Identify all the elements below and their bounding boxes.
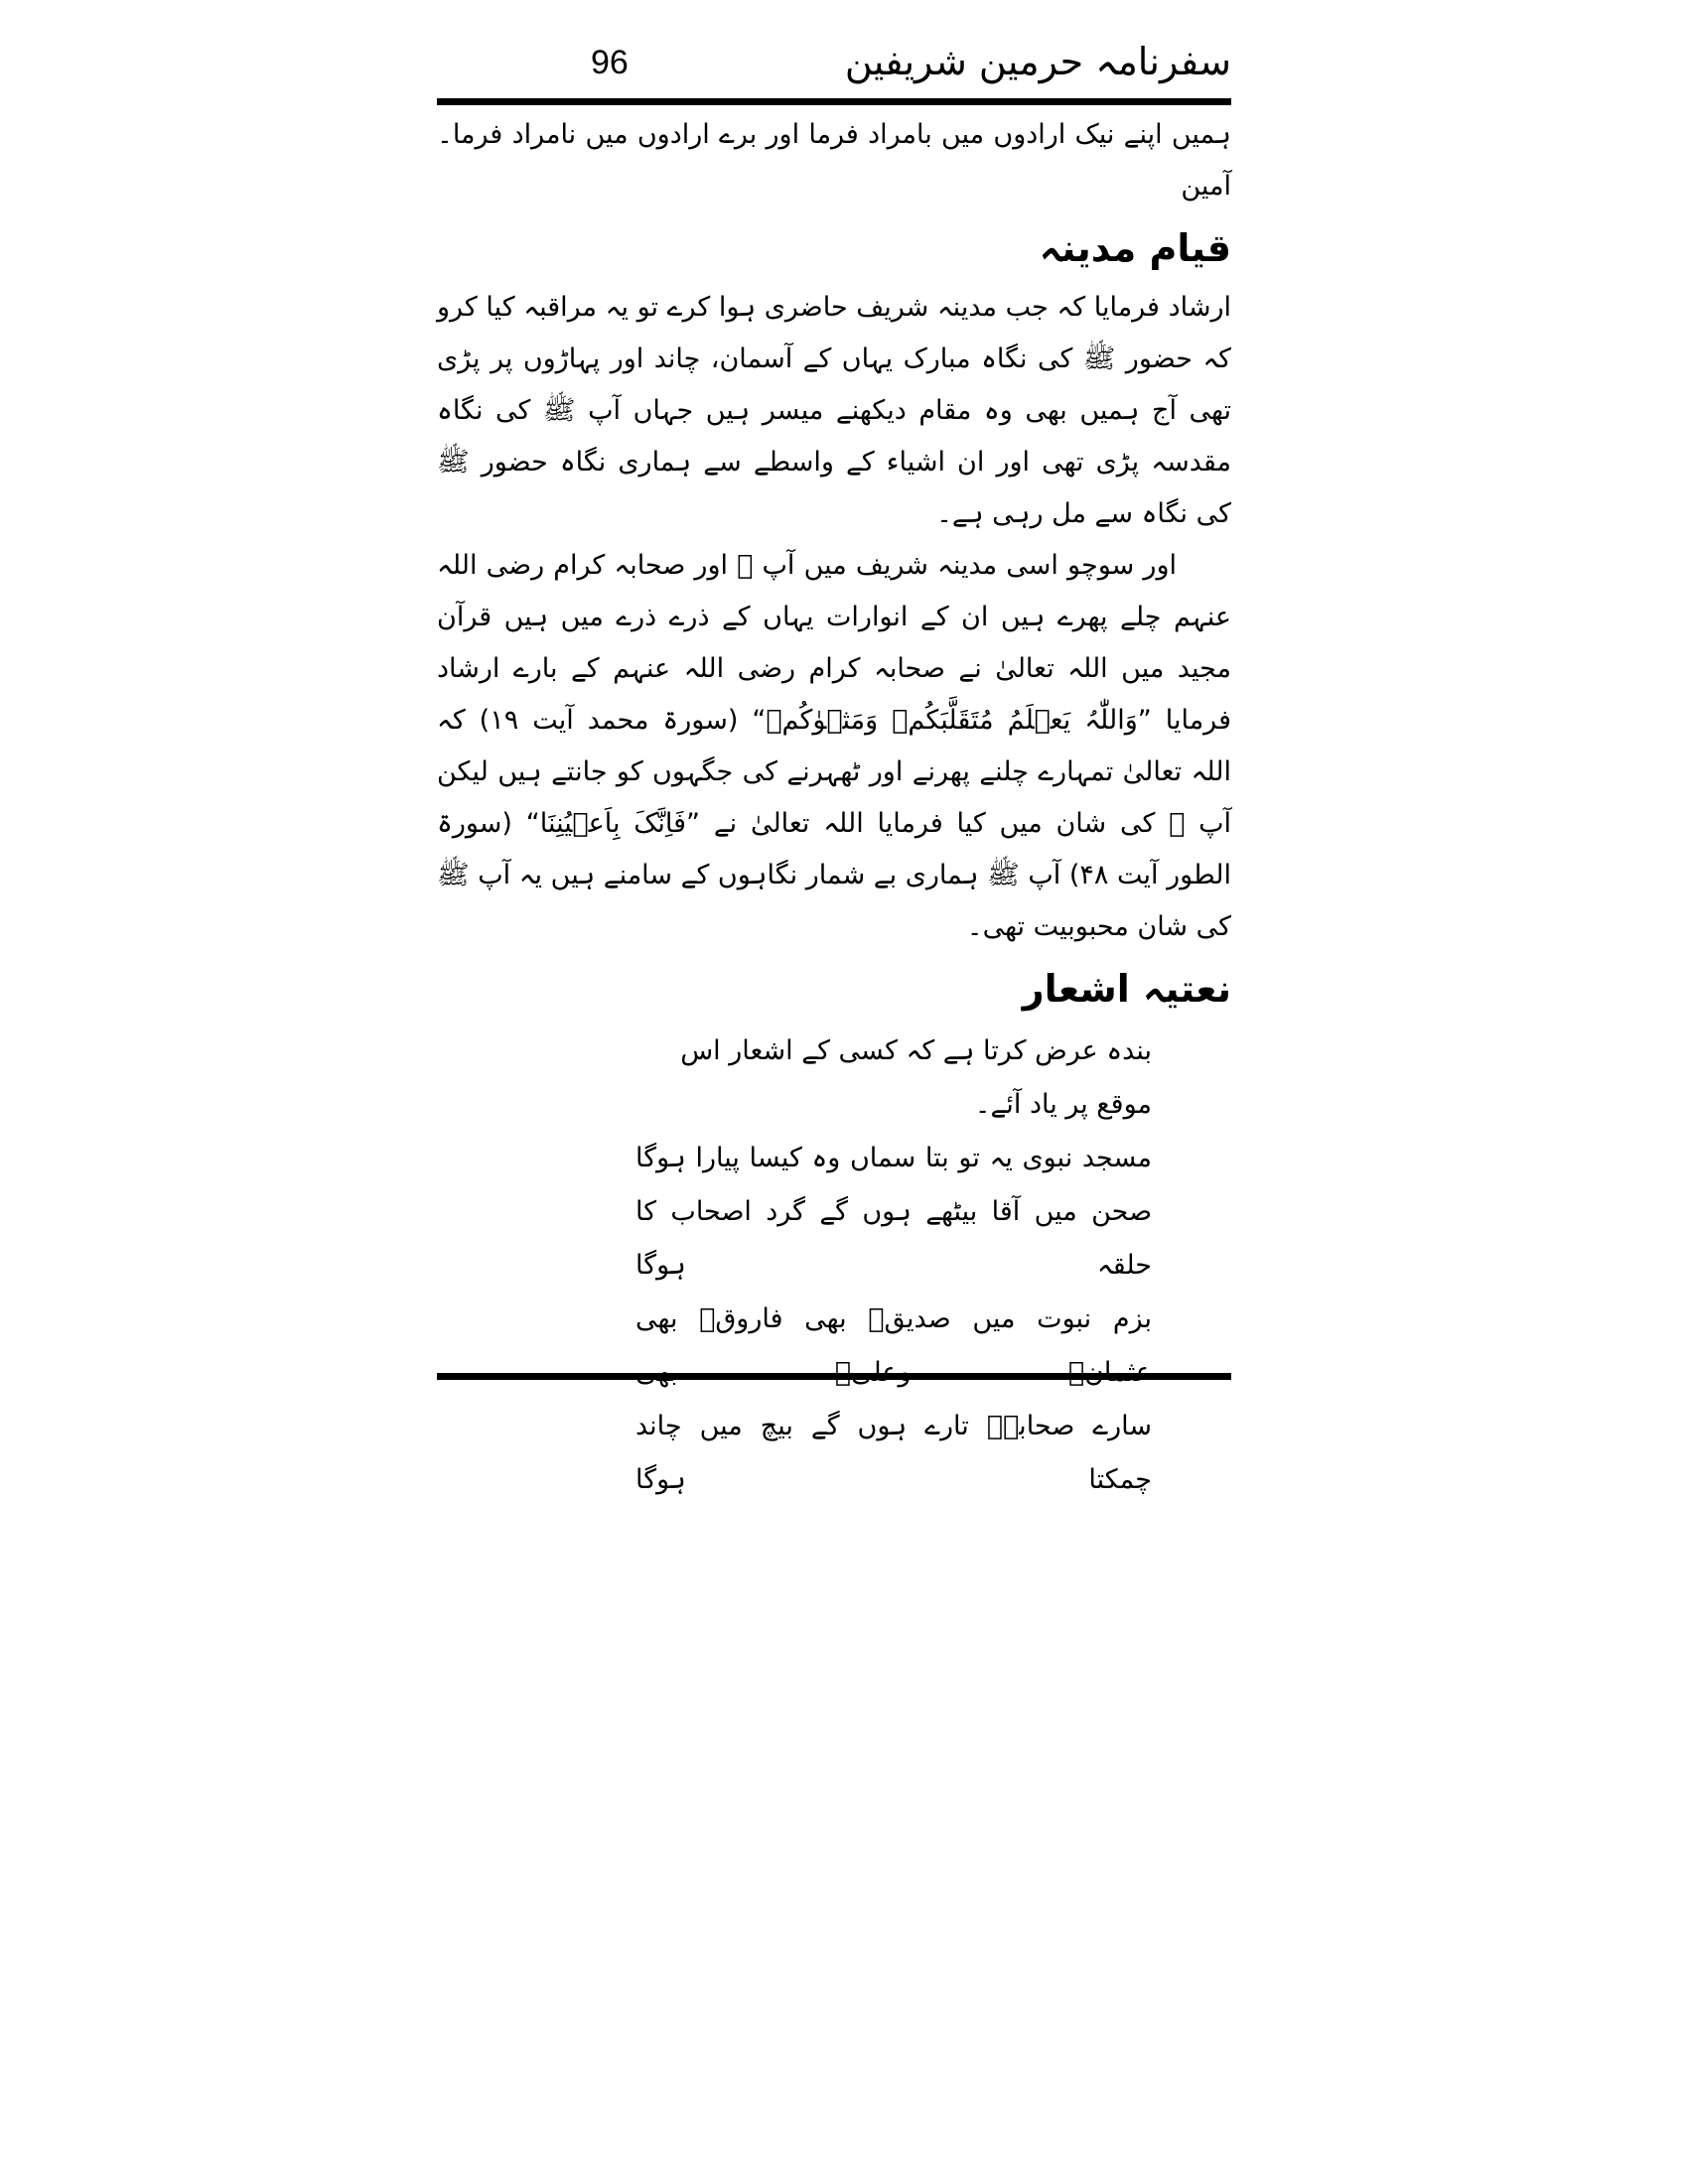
verse-line: سارے صحابہؓ تارے ہوں گے بیچ میں چاند چمکتا ہوگا	[635, 1411, 1152, 1495]
verse-line: صحن میں آقا بیٹھے ہوں گے گرد اصحاب کا حلقہ ہوگا	[635, 1196, 1152, 1281]
footer-rule	[437, 1373, 1231, 1380]
book-page	[437, 40, 1231, 1507]
poem-block	[635, 1024, 1152, 1507]
paragraph-2: اور سوچو اسی مدینہ شریف میں آپ ﷺ اور صحابہ کرام رضی اللہ عنہم چلے پھرے ہیں ان کے انوارات یہاں کے ذرے ذرے میں ہیں قرآن مجید میں اللہ تعالیٰ نے صحابہ کرام رضی اللہ عنہم کے بارے ارشاد فرمایا ”وَاللّٰہُ یَعۡلَمُ مُتَقَلَّبَکُمۡ وَمَثۡوٰکُمۡ“ (سورۃ محمد آیت ۱۹) کہ اللہ تعالیٰ تمہارے چلنے پھرنے اور ٹھہرنے کی جگہوں کو جانتے ہیں لیکن آپ ﷺ کی شان میں کیا فرمایا اللہ تعالیٰ نے ”فَاِنَّکَ بِاَعۡیُنِنَا“ (سورۃ الطور آیت ۴۸) آپ ﷺ ہماری بے شمار نگاہوں کے سامنے ہیں یہ آپ ﷺ کی شان محبوبیت تھی۔	[437, 550, 1231, 942]
page-number: 96	[591, 44, 629, 81]
section-heading-qiyam-madina: قیام مدینہ	[1039, 226, 1231, 270]
page-header	[437, 40, 1231, 94]
book-title: سفرنامہ حرمین شریفین	[844, 40, 1231, 83]
verse-line: بزم نبوت میں صدیقؓ بھی فاروقؓ بھی	[635, 1303, 1152, 1334]
verse-line: مسجد نبوی یہ تو بتا سماں وہ کیسا پیارا ہوگا	[635, 1143, 1152, 1173]
page-body	[437, 109, 1231, 1507]
header-rule	[437, 98, 1231, 105]
opening-line: ہمیں اپنے نیک ارادوں میں بامراد فرما اور برے ارادوں میں نامراد فرما۔ آمین	[437, 119, 1231, 202]
section-heading-naatiya-ashaar: نعتیہ اشعار	[1022, 967, 1231, 1011]
paragraph-1: ارشاد فرمایا کہ جب مدینہ شریف حاضری ہوا کرے تو یہ مراقبہ کیا کرو کہ حضور ﷺ کی نگاہ مبارک یہاں کے آسمان، چاند اور پہاڑوں پر پڑی تھی آج ہمیں بھی وہ مقام دیکھنے میسر ہیں جہاں آپ ﷺ کی نگاہ مقدسہ پڑی تھی اور ان اشیاء کے واسطے سے ہماری نگاہ حضور ﷺ کی نگاہ سے مل رہی ہے۔	[437, 292, 1231, 529]
poem-intro: بندہ عرض کرتا ہے کہ کسی کے اشعار اس موقع پر یاد آئے۔	[680, 1035, 1152, 1120]
